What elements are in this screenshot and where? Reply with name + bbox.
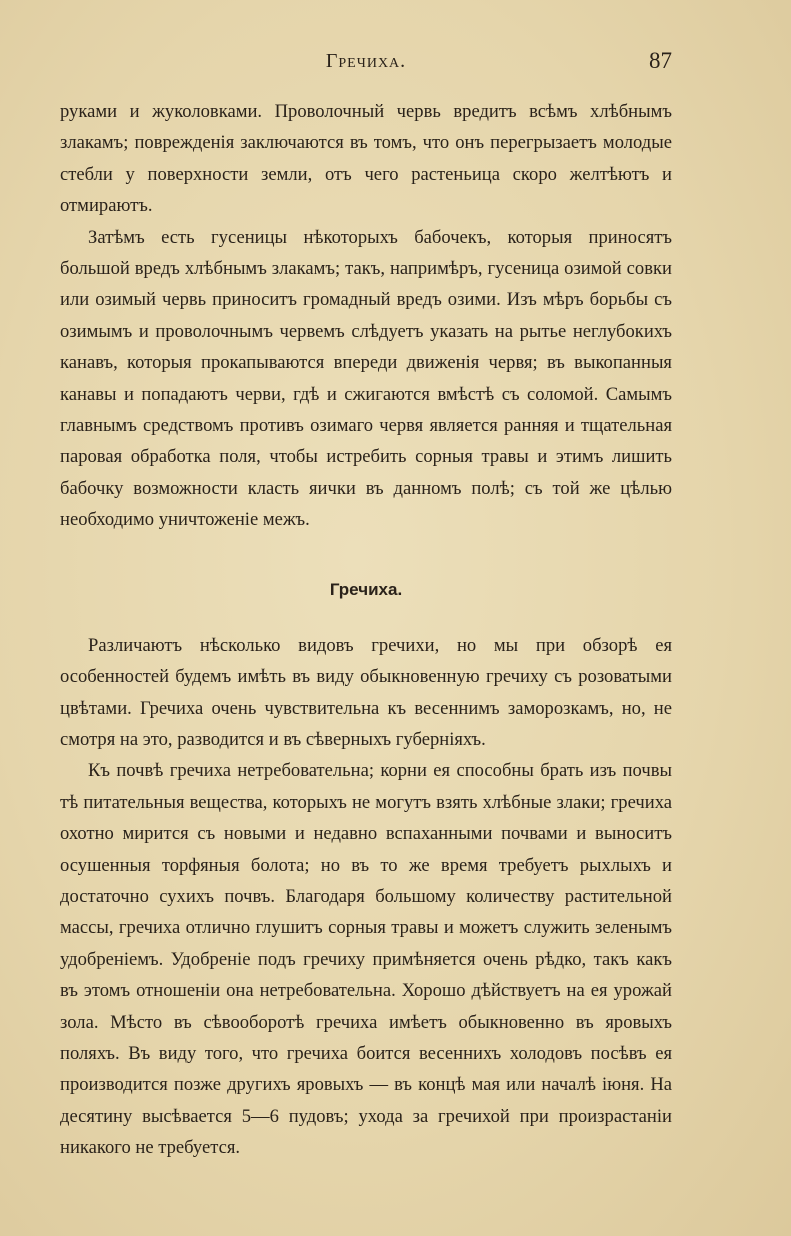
- page-header: [60, 50, 672, 80]
- body-text: [60, 96, 672, 1164]
- paragraph-caterpillars: Затѣмъ есть гусеницы нѣкоторыхъ бабочекъ, которыя приносятъ большой вредъ хлѣбнымъ злакамъ; такъ, напримѣръ, гусеница озимой совки или озимый червь приноситъ громадный вредъ озими. Изъ мѣръ борьбы съ озимымъ и проволочнымъ червемъ слѣдуетъ указать на рытье неглубокихъ канавъ, которыя прокапываются впереди движенія червя; въ выкопанныя канавы и попадаютъ черви, гдѣ и сжигаются вмѣстѣ съ соломой. Самымъ главнымъ средствомъ противъ озимаго червя является ранняя и тщательная паровая обработка поля, чтобы истребить сорныя травы и этимъ лишить бабочку возможности класть яички въ данномъ полѣ; съ той же цѣлью необходимо уничтоженіе межъ.: [60, 226, 672, 531]
- section-heading: Гречиха.: [329, 579, 403, 599]
- paragraph-buckwheat-soil: Къ почвѣ гречиха нетребовательна; корни ея способны брать изъ почвы тѣ питательныя вещества, которыхъ не могутъ взять хлѣбные злаки; гречиха охотно мирится съ новыми и недавно вспаханными почвами и выноситъ осушенныя торфяныя болота; но въ то же время требуетъ рыхлыхъ и достаточно сухихъ почвъ. Благодаря большому количеству растительной массы, гречиха отлично глушитъ сорныя травы и можетъ служить зеленымъ удобреніемъ. Удобреніе подъ гречиху примѣняется очень рѣдко, такъ какъ въ этомъ отношеніи она нетребовательна. Хорошо дѣйствуетъ на ея урожай зола. Мѣсто въ сѣвооборотѣ гречиха имѣетъ обыкновенно въ яровыхъ поляхъ. Въ виду того, что гречиха боится весеннихъ холодовъ посѣвъ ея производится позже другихъ яровыхъ — въ концѣ мая или началѣ іюня. На десятину высѣвается 5—6 пудовъ; ухода за гречихой при произрастаніи никакого не требуется.: [60, 760, 672, 1159]
- page-number: 87: [649, 48, 672, 73]
- running-title: Гречиха.: [325, 50, 407, 72]
- paragraph-buckwheat-species: Различаютъ нѣсколько видовъ гречихи, но мы при обзорѣ ея особенностей будемъ имѣть въ виду обыкновенную гречиху съ розоватыми цвѣтами. Гречиха очень чувствительна къ весеннимъ заморозкамъ, но, не смотря на это, разводится и въ сѣверныхъ губерніяхъ.: [60, 634, 672, 750]
- paragraph-continued: руками и жуколовками. Проволочный червь вредитъ всѣмъ хлѣбнымъ злакамъ; поврежденія заключаются въ томъ, что онъ перегрызаетъ молодые стебли у поверхности земли, отъ чего растеньица скоро желтѣютъ и отмираютъ.: [60, 101, 672, 217]
